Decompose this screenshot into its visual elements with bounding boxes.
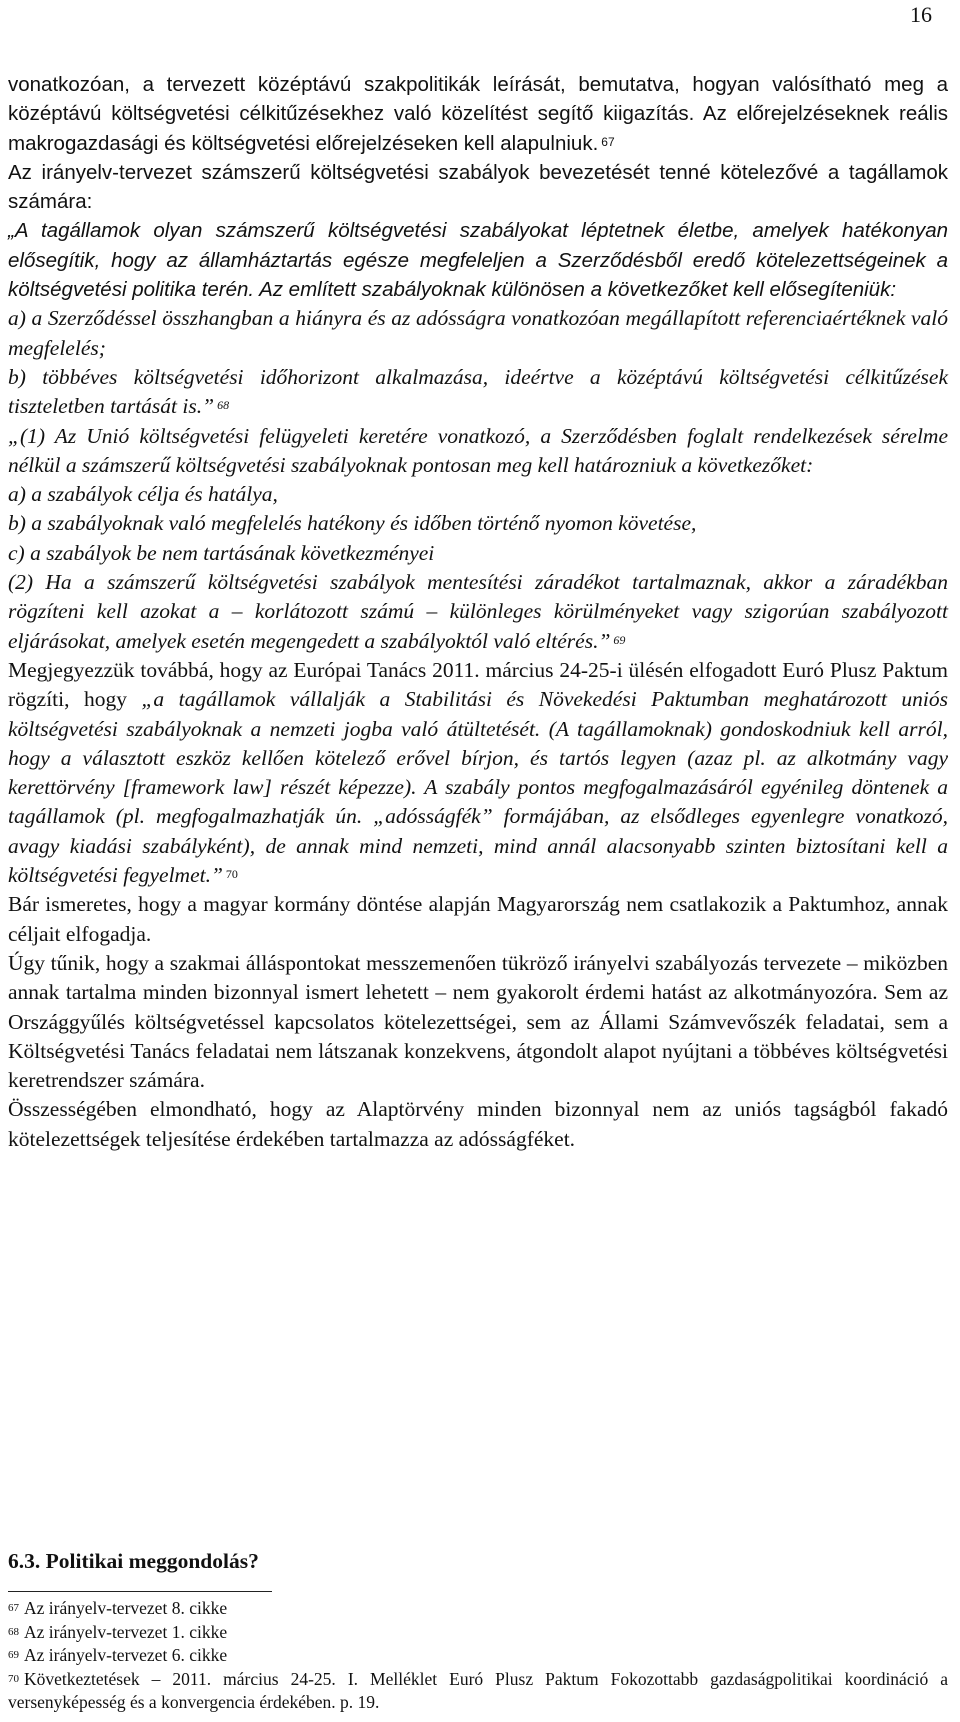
quote-item-b [8, 363, 948, 422]
paragraph-text: b) a szabályoknak való megfelelés hatékony és időben történő nyomon követése, [8, 511, 697, 536]
quote-paragraph-1 [8, 422, 948, 481]
footnote-number: 69 [8, 1649, 19, 1661]
paragraph-text: Az irányelv-tervezet számszerű költségvetési szabályok bevezetését tenné kötelezővé a tagállamok számára: [8, 160, 948, 214]
footnote-divider [8, 1591, 272, 1592]
footnote-item [8, 1621, 948, 1645]
footnote-number: 67 [8, 1602, 19, 1614]
paragraph-assessment [8, 949, 948, 1095]
footnote-number: 70 [8, 1672, 19, 1685]
paragraph-text: Úgy tűnik, hogy a szakmai álláspontokat messzemenően tükröző irányelvi szabályozás tervezete – miközben annak tartalma minden bizonnyal ismert lehetett – nem gyakorolt érdemi hatást az alkotmányozóra. Sem az Országgyűlés költségvetéssel kapcsolatos kötelezettségei, sem az Állami Számvevőszék feladatai, sem a Költségvetési Tanács feladatai nem látszanak konzekvens, átgondolt alapot nyújtani a többéves költségvetési keretrendszer számára. [8, 950, 948, 1093]
quote-paragraph-2 [8, 568, 948, 656]
paragraph-text: c) a szabályok be nem tartásának következményei [8, 540, 435, 565]
footnote-item [8, 1597, 948, 1621]
section-heading: 6.3. Politikai meggondolás? [8, 1549, 259, 1573]
footnote-item [8, 1668, 948, 1715]
paragraph-conclusion [8, 1095, 948, 1154]
footnote-text: Következtetések – 2011. március 24-25. I. Melléklet Euró Plusz Paktum Fokozottabb gazdaságpolitikai koordináció a versenyképesség és a konvergencia érdekében. p. 19. [8, 1668, 948, 1712]
footnote-number: 68 [8, 1625, 19, 1638]
paragraph-hungary [8, 890, 948, 949]
page-number: 16 [910, 2, 932, 27]
quote-item-c2 [8, 539, 948, 568]
footnote-text: Az irányelv-tervezet 8. cikke [24, 1598, 228, 1618]
footnote-text: Az irányelv-tervezet 6. cikke [24, 1645, 228, 1665]
paragraph-text: a) a szabályok célja és hatálya, [8, 482, 278, 507]
paragraph-text: „A tagállamok olyan számszerű költségvetési szabályokat léptetnek életbe, amelyek hatékonyan elősegítik, hogy az államháztartás egésze megfeleljen a Szerződésből eredő kötelezettségeinek a költségvetési politika terén. Az említett szabályoknak különösen a következőket kell elősegíteniük: [8, 219, 948, 302]
footnote-ref: 70 [225, 867, 238, 882]
body-text [8, 70, 948, 1154]
paragraph-text: Megjegyezzük továbbá, hogy az Európai Tanács 2011. március 24-25-i ülésén elfogadott Euró Plusz Paktum rögzíti, hogy [8, 657, 948, 712]
paragraph-text: b) többéves költségvetési időhorizont alkalmazása, ideértve a középtávú költségvetési célkitűzések tiszteletben tartását is.” [8, 364, 948, 419]
paragraph-text: vonatkozóan, a tervezett középtávú szakpolitikák leírását, bemutatva, hogyan valósítható meg a középtávú költségvetési célkitűzésekhez való közelítést segítő kiigazítás. Az előrejelzéseknek reális makrogazdasági és költségvetési előrejelzéseken kell alapulniuk. [8, 73, 948, 155]
paragraph-directive [8, 158, 948, 217]
quote-paragraph [8, 216, 948, 304]
quote-item-a [8, 304, 948, 363]
paragraph-text: „(1) Az Unió költségvetési felügyeleti keretére vonatkozó, a Szerződésben foglalt rendelkezések sérelme nélkül a számszerű költségvetési szabályoknak pontosan meg kell határozniuk a következőket: [8, 423, 948, 477]
footnote-text: Az irányelv-tervezet 1. cikke [24, 1621, 228, 1642]
footnote-ref: 67 [601, 134, 615, 149]
paragraph-euro-plus [8, 656, 948, 890]
footnote-item [8, 1644, 948, 1668]
paragraph-intro [8, 70, 948, 158]
paragraph-text: (2) Ha a számszerű költségvetési szabályok mentesítési záradékot tartalmaznak, akkor a záradékban rögzíteni kell azokat a – korlátozott számú – különleges körülményeket vagy szigorúan szabályozott eljárásokat, amelyek esetén megengedett a szabályoktól való eltérés.” [8, 570, 948, 653]
footnote-ref: 68 [217, 398, 230, 413]
quote-item-b2 [8, 509, 948, 538]
paragraph-quote: „a tagállamok vállalják a Stabilitási és Növekedési Paktumban meghatározott uniós költségvetési szabályoknak a nemzeti jogba való átültetését. (A tagállamoknak) gondoskodniuk kell arról, hogy a választott eszköz kellően kötelező erővel bírjon, és tartós legyen (azaz pl. az alkotmány vagy kerettörvény [framework law] részét képezze). A szabály pontos megfogalmazásáról egyénileg döntenek a tagállamok (pl. megfogalmazhatják ún. „adósságfék” formájában, az elsődleges egyenlegre vonatkozó, avagy kiadási szabályként), de annak mind nemzeti, mind annál alacsonyabb szinten biztosítani kell a költségvetési fegyelmet.” [8, 687, 948, 888]
footnote-ref: 69 [613, 632, 626, 647]
paragraph-text: Összességében elmondható, hogy az Alaptörvény minden bizonnyal nem az uniós tagságból fakadó kötelezettségek teljesítése érdekében tartalmazza az adósságféket. [8, 1097, 948, 1151]
footnotes [8, 1597, 948, 1715]
paragraph-text: Bár ismeretes, hogy a magyar kormány döntése alapján Magyarország nem csatlakozik a Paktumhoz, annak céljait elfogadja. [8, 892, 948, 946]
paragraph-text: a) a Szerződéssel összhangban a hiányra és az adósságra vonatkozóan megállapított referenciaértéknek való megfelelés; [8, 306, 948, 360]
quote-item-a2 [8, 480, 948, 509]
